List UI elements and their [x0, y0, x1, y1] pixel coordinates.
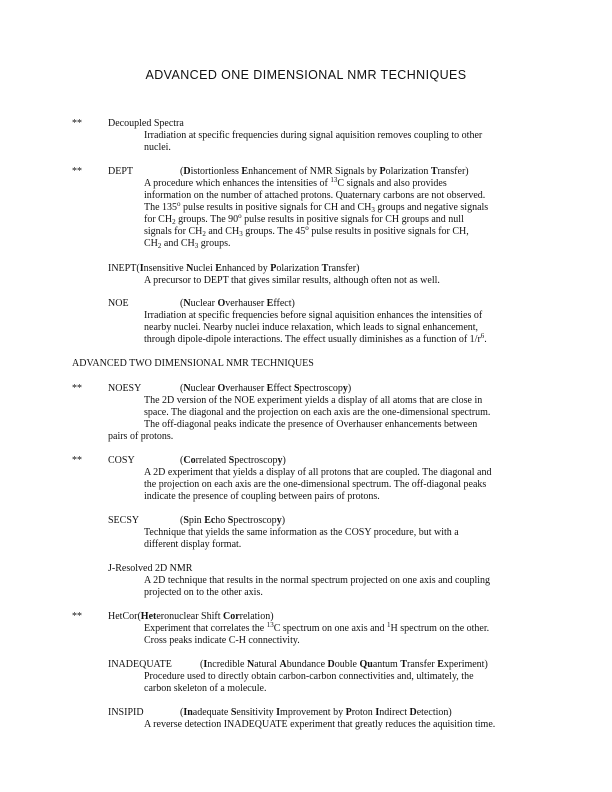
description-line: through dipole-dipole interactions. The effect usually diminishes as a function of $1/r^6$.	[144, 332, 487, 345]
technique-entry-hetcor: HetCor(Heteronuclear Shift Correlation)	[108, 611, 274, 622]
technique-name-dept: DEPT	[108, 166, 133, 177]
acronym-expansion-secsy: (Spin Echo Spectroscopy)	[180, 515, 286, 526]
technique-entry-inept: INEPT(Insensitive Nuclei Enhanced by Polarization Transfer)	[108, 263, 360, 274]
description-line: signals for $CH_2$ and $CH_3$ groups. The 45$^o$ pulse results in positive signals for CH,	[144, 224, 469, 238]
description-line: A reverse detection INADEQUATE experiment that greatly reduces the aquisition time.	[144, 719, 496, 730]
description-line: Experiment that correlates the $^{13}$C spectrum on one axis and $^1$H spectrum on the other.	[144, 621, 490, 634]
description-line: indicate the presence of coupling between pairs of protons.	[144, 491, 380, 502]
description-line: A 2D technique that results in the normal spectrum projected on one axis and coupling	[144, 575, 491, 586]
technique-name-decoupled: Decoupled Spectra	[108, 118, 184, 129]
acronym-expansion-insipid: (Inadequate Sensitivity Improvement by Proton Indirect Detection)	[180, 707, 452, 718]
description-line: $CH_2$ and $CH_3$ groups.	[144, 238, 231, 250]
description-line: Irradiation at specific frequencies during signal aquisition removes coupling to other	[144, 130, 483, 141]
key-marker: **	[72, 383, 82, 394]
acronym-expansion-noesy: (Nuclear Overhauser Effect Spectroscopy)	[180, 383, 352, 394]
technique-name-cosy: COSY	[108, 455, 135, 466]
description-line: The 2D version of the NOE experiment yields a display of all atoms that are close in	[144, 395, 483, 406]
technique-name-inept: INEPT	[108, 263, 137, 274]
description-line: The off-diagonal peaks indicate the presence of Overhauser enhancements between	[144, 419, 478, 430]
description-line: nuclei.	[144, 142, 171, 153]
description-line: A precursor to DEPT that gives similar results, although often not as well.	[144, 275, 440, 286]
description-line: Cross peaks indicate C-H connectivity.	[144, 635, 300, 646]
key-marker: **	[72, 166, 82, 177]
technique-name-secsy: SECSY	[108, 515, 140, 526]
technique-name-inadequate: INADEQUATE	[108, 659, 172, 670]
key-marker: **	[72, 118, 82, 129]
acronym-expansion-noe: (Nuclear Overhauser Effect)	[180, 298, 295, 309]
description-line: space. The diagonal and the projection on each axis are the one-dimensional spectrum.	[144, 407, 491, 418]
description-line: information on the number of attached protons. Quaternary carbons are not observed.	[144, 190, 486, 201]
section-heading-2d: ADVANCED TWO DIMENSIONAL NMR TECHNIQUES	[72, 358, 314, 369]
technique-name-hetcor: HetCor	[108, 611, 138, 622]
technique-name-noe: NOE	[108, 298, 129, 309]
description-line: nearby nuclei. Nearby nuclei induce relaxation, which leads to signal enhancement,	[144, 322, 479, 333]
page-title: ADVANCED ONE DIMENSIONAL NMR TECHNIQUES	[145, 68, 467, 82]
description-line: for $CH_2$ groups. The 90$^o$ pulse results in positive signals for CH groups and null	[144, 212, 464, 226]
key-marker: **	[72, 611, 82, 622]
description-line: The 135$^o$ pulse results in positive signals for CH and $CH_3$ groups and negative signals	[144, 200, 489, 214]
description-line: pairs of protons.	[108, 431, 174, 442]
description-line: different display format.	[144, 539, 242, 550]
description-line: projected on to the other axis.	[144, 587, 263, 598]
description-line: Irradiation at specific frequencies before signal aquisition enhances the intensities of	[144, 310, 483, 321]
technique-name-insipid: INSIPID	[108, 707, 144, 718]
description-line: A 2D experiment that yields a display of all protons that are coupled. The diagonal and	[144, 467, 492, 478]
description-line: Technique that yields the same information as the COSY procedure, but with a	[144, 527, 459, 538]
description-line: Procedure used to directly obtain carbon-carbon connectivities and, ultimately, the	[144, 671, 474, 682]
technique-name-j-resolved: J-Resolved 2D NMR	[108, 563, 193, 574]
acronym-expansion-cosy: (Correlated Spectroscopy)	[180, 455, 286, 466]
key-marker: **	[72, 455, 82, 466]
technique-name-noesy: NOESY	[108, 383, 142, 394]
acronym-expansion-inadequate: (Incredible Natural Abundance Double Quantum Transfer Experiment)	[200, 659, 488, 670]
description-line: the projection on each axis are the one-dimensional spectrum. The off-diagonal peaks	[144, 479, 487, 490]
acronym-expansion-dept: (Distortionless Enhancement of NMR Signals by Polarization Transfer)	[180, 166, 469, 177]
description-line: A procedure which enhances the intensities of $^{13}$C signals and also provides	[144, 176, 447, 189]
description-line: carbon skeleton of a molecule.	[144, 683, 267, 694]
